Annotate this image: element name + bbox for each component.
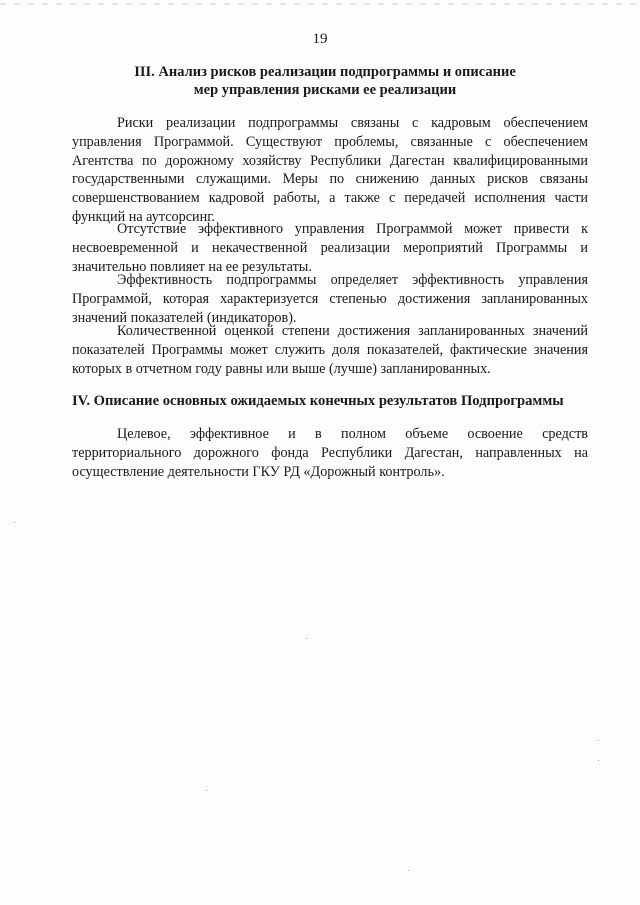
section-3-paragraph-1: Риски реализации подпрограммы связаны с кадровым обеспечением управления Программой. Существуют проблемы, связанные с обеспечением Агентства по дорожному хозяйству Республики Дагестан квалифицированными государственными служащими. Меры по снижению данных рисков связаны совершенствованием кадровой работы, а также с передачей исполнения части функций на аутсорсинг. <box>72 115 588 225</box>
scan-speck <box>408 870 409 871</box>
section-3-title <box>60 63 590 99</box>
scan-speck <box>598 760 599 761</box>
scan-speck <box>206 790 207 791</box>
scan-edge-artifact <box>0 3 640 5</box>
section-3-paragraph-4: Количественной оценкой степени достижения запланированных значений показателей Программы может служить доля показателей, фактические значения которых в отчетном году равны или выше (лучше) запланированных. <box>72 323 588 377</box>
page-number: 19 <box>312 31 328 47</box>
section-4-title: IV. Описание основных ожидаемых конечных результатов Подпрограммы <box>72 393 564 409</box>
scan-speck <box>306 638 307 639</box>
section-3-title-line-1: III. Анализ рисков реализации подпрограммы и описание <box>134 64 516 80</box>
scan-speck <box>598 740 599 741</box>
scan-speck <box>14 522 15 523</box>
section-4-paragraph-1: Целевое, эффективное и в полном объеме освоение средств территориального дорожного фонда Республики Дагестан, направленных на осуществление деятельности ГКУ РД «Дорожный контроль». <box>72 426 588 480</box>
section-3-title-line-2: мер управления рисками ее реализации <box>193 82 457 98</box>
section-3-paragraph-2: Отсутствие эффективного управления Программой может привести к несвоевременной и некачественной реализации мероприятий Программы и значительно повлияет на ее результаты. <box>72 221 588 275</box>
section-3-paragraph-3: Эффективность подпрограммы определяет эффективность управления Программой, которая характеризуется степенью достижения запланированных значений показателей (индикаторов). <box>72 272 588 326</box>
